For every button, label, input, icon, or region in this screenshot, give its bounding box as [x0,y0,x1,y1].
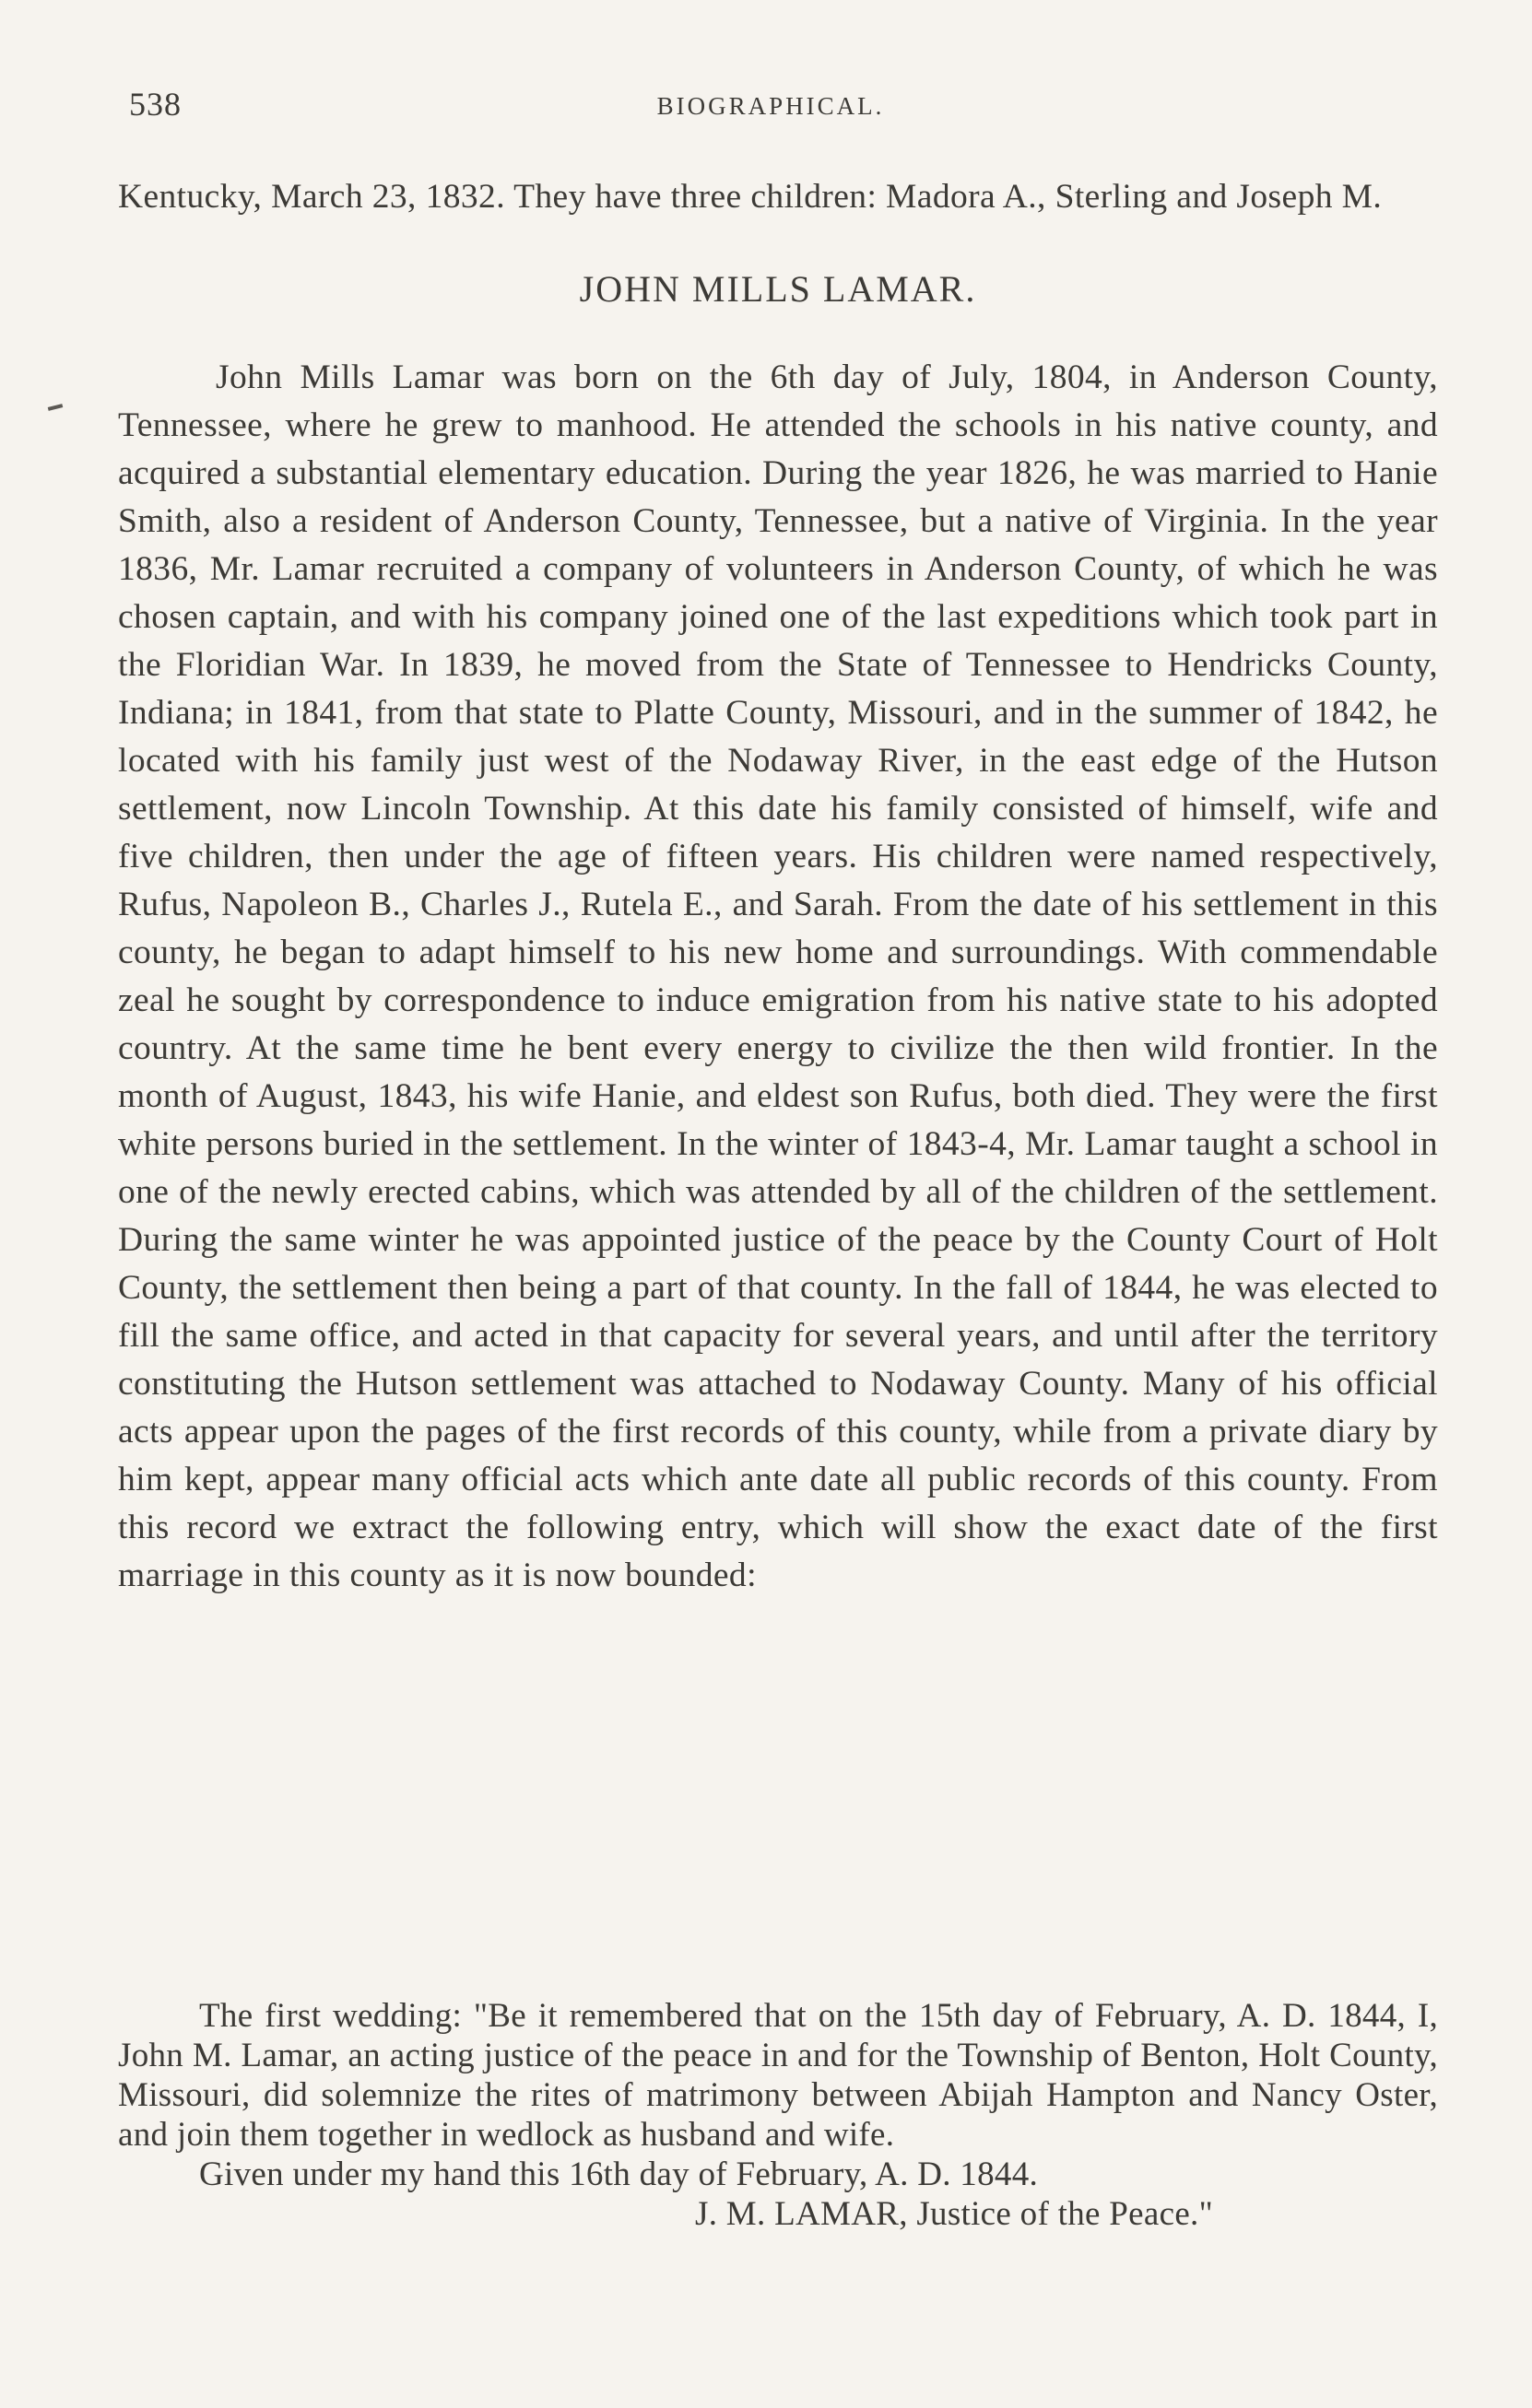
intro-paragraph: Kentucky, March 23, 1832. They have three children: Madora A., Sterling and Joseph M. [118,178,1383,216]
margin-mark [48,404,63,411]
running-head [129,85,1412,140]
quote-given-line: Given under my hand this 16th day of February, A. D. 1844. [199,2155,1039,2193]
biography-heading: JOHN MILLS LAMAR. [579,268,977,310]
biography-paragraph: John Mills Lamar was born on the 6th day of July, 1804, in Anderson County, Tennessee, where he grew to manhood. He attended the schools in his native county, and acquired a substantial elementary education. During the year 1826, he was married to Hanie Smith, also a resident of Anderson County, Tennessee, but a native of Virginia. In the year 1836, Mr. Lamar recruited a company of volunteers in Anderson County, of which he was chosen captain, and with his company joined one of the last expeditions which took part in the Floridian War. In 1839, he moved from the State of Tennessee to Hendricks County, Indiana; in 1841, from that state to Platte County, Missouri, and in the summer of 1842, he located with his family just west of the Nodaway River, in the east edge of the Hutson settlement, now Lincoln Township. At this date his family consisted of himself, wife and five children, then under the age of fifteen years. His children were named respectively, Rufus, Napoleon B., Charles J., Rutela E., and Sarah. From the date of his settlement in this county, he began to adapt himself to his new home and surroundings. With commendable zeal he sought by correspondence to induce emigration from his native state to his adopted country. At the same time he bent every energy to civilize the then wild frontier. In the month of August, 1843, his wife Hanie, and eldest son Rufus, both died. They were the first white persons buried in the settlement. In the winter of 1843-4, Mr. Lamar taught a school in one of the newly erected cabins, which was attended by all of the children of the settlement. During the same winter he was appointed justice of the peace by the County Court of Holt County, the settlement then being a part of that county. In the fall of 1844, he was elected to fill the same office, and acted in that capacity for several years, and until after the territory constituting the Hutson settlement was attached to Nodaway County. Many of his official acts appear upon the pages of the first records of this county, while from a private diary by him kept, appear many official acts which ante date all public records of this county. From this record we extract the following entry, which will show the exact date of the first marriage in this county as it is now bounded: [118,358,1438,1594]
quote-lead-text: The first wedding: "Be it remembered that on the 15th day of February, A. D. 1844, I, John M. Lamar, an acting justice of the peace in and for the Township of Benton, Holt County, Missouri, did solemnize the rites of matrimony between Abijah Hampton and Nancy Oster, and join them together in wedlock as husband and wife. [118,1997,1438,2154]
section-title: BIOGRAPHICAL. [656,92,885,120]
page-number: 538 [129,86,182,123]
quote-signature: J. M. LAMAR, Justice of the Peace." [695,2195,1214,2233]
wedding-record-quote [118,1996,1438,2234]
